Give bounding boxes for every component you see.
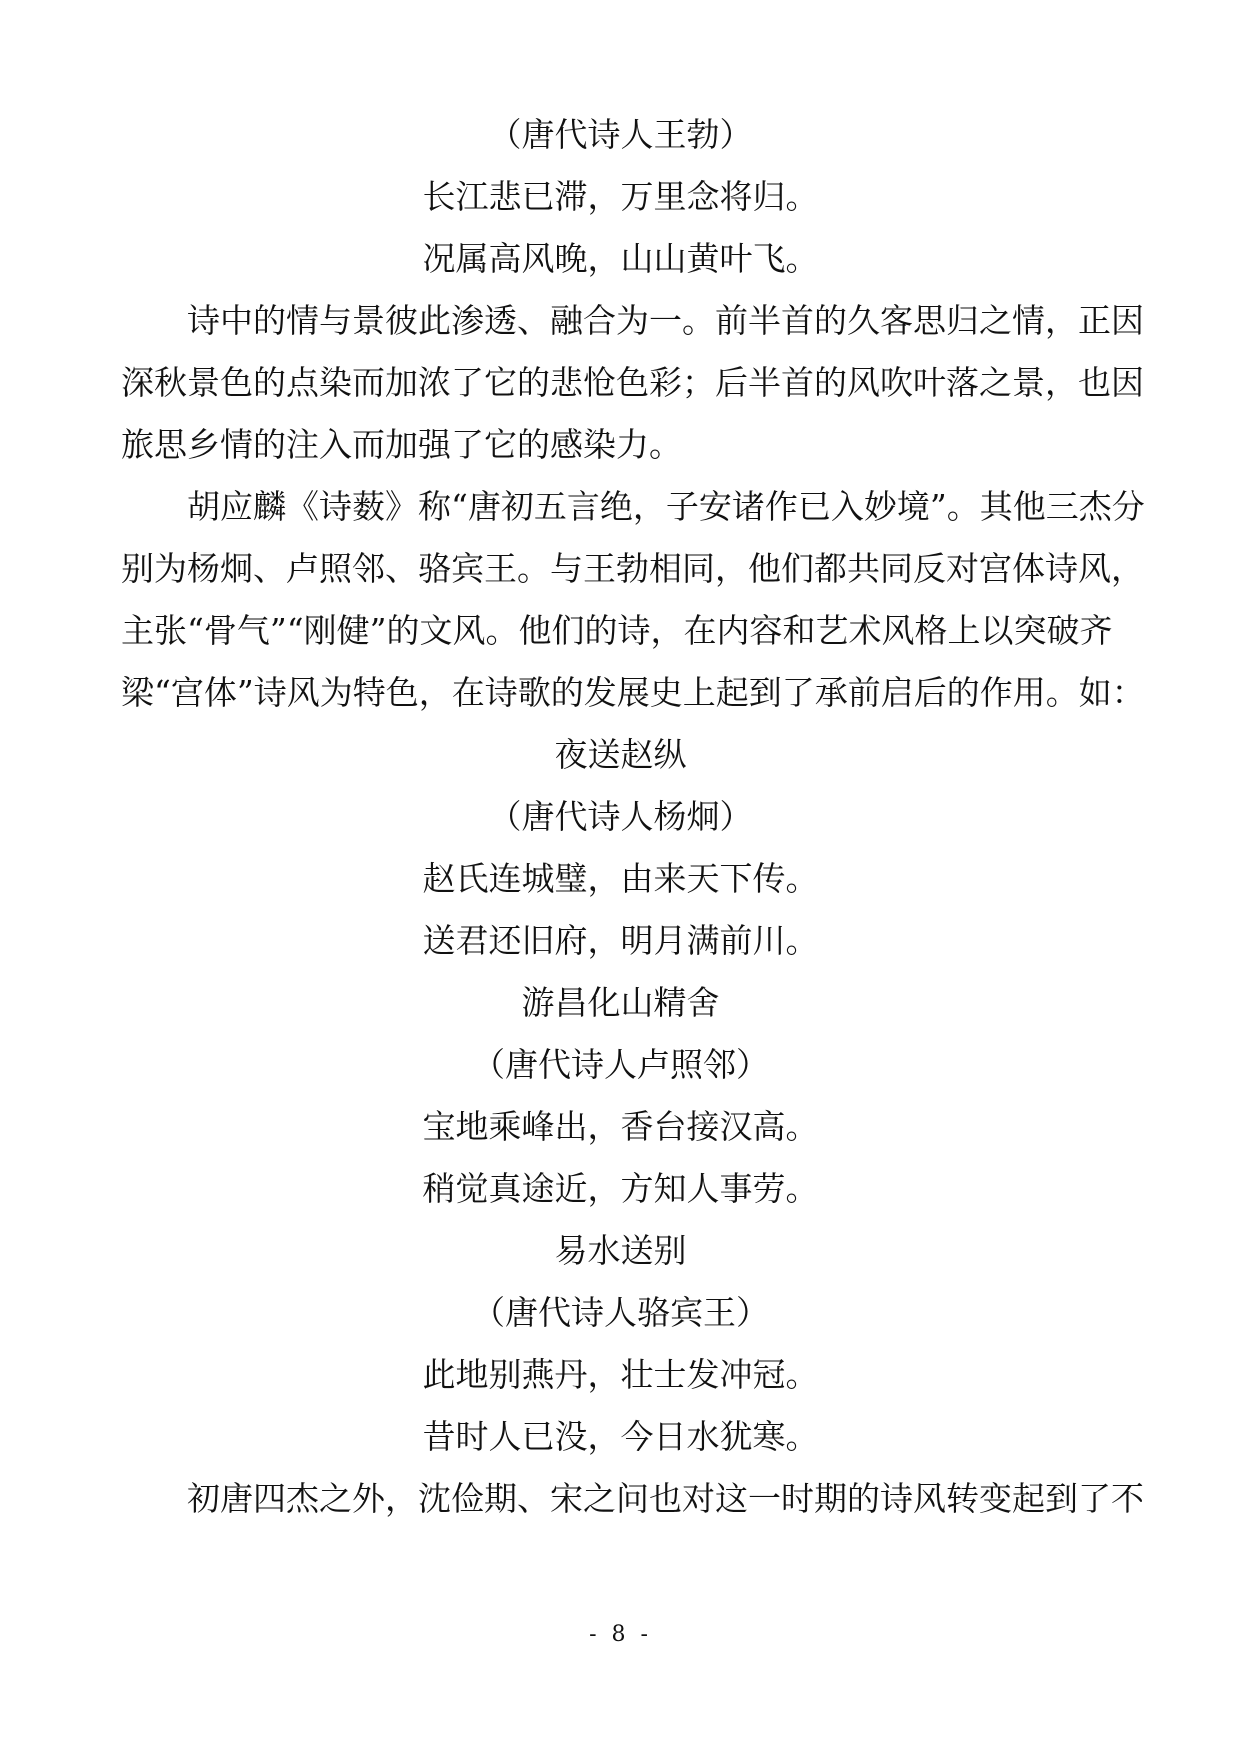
- poem-line: 送君还旧府，明月满前川。: [422, 921, 819, 960]
- paragraph-line: 诗中的情与景彼此渗透、融合为一。前半首的久客思归之情，正因: [187, 301, 1144, 340]
- paragraph-line: 深秋景色的点染而加浓了它的悲怆色彩；后半首的风吹叶落之景，也因: [121, 363, 1144, 402]
- poem-author: （唐代诗人王勃）: [488, 115, 753, 154]
- poem-line: 稍觉真途近，方知人事劳。: [422, 1169, 819, 1208]
- poem-line: 长江悲已滞，万里念将归。: [422, 177, 819, 216]
- poem-author: （唐代诗人卢照邻）: [472, 1045, 769, 1084]
- paragraph-line: 初唐四杰之外，沈俭期、宋之问也对这一时期的诗风转变起到了不: [187, 1479, 1144, 1518]
- paragraph-line: 胡应麟《诗薮》称“唐初五言绝，子安诸作已入妙境”。其他三杰分: [187, 487, 1145, 526]
- poem-line: 宝地乘峰出，香台接汉高。: [422, 1107, 819, 1146]
- poem-line: 况属高风晚，山山黄叶飞。: [422, 239, 819, 278]
- poem-line: 昔时人已没，今日水犹寒。: [422, 1417, 819, 1456]
- paragraph-line: 主张“骨气”“刚健”的文风。他们的诗，在内容和艺术风格上以突破齐: [121, 611, 1113, 650]
- poem-author: （唐代诗人骆宾王）: [472, 1293, 769, 1332]
- poem-author: （唐代诗人杨炯）: [488, 797, 753, 836]
- paragraph-line: 别为杨炯、卢照邻、骆宾王。与王勃相同，他们都共同反对宫体诗风，: [121, 549, 1144, 588]
- paragraph-line: 梁“宫体”诗风为特色，在诗歌的发展史上起到了承前启后的作用。如：: [121, 673, 1145, 712]
- poem-title: 夜送赵纵: [554, 735, 687, 774]
- poem-title: 易水送别: [554, 1231, 687, 1270]
- poem-line: 赵氏连城璧，由来天下传。: [422, 859, 819, 898]
- poem-line: 此地别燕丹，壮士发冲冠。: [422, 1355, 819, 1394]
- paragraph-line: 旅思乡情的注入而加强了它的感染力。: [121, 425, 682, 464]
- poem-title: 游昌化山精舍: [521, 983, 720, 1022]
- page-number: - 8 -: [589, 1622, 652, 1647]
